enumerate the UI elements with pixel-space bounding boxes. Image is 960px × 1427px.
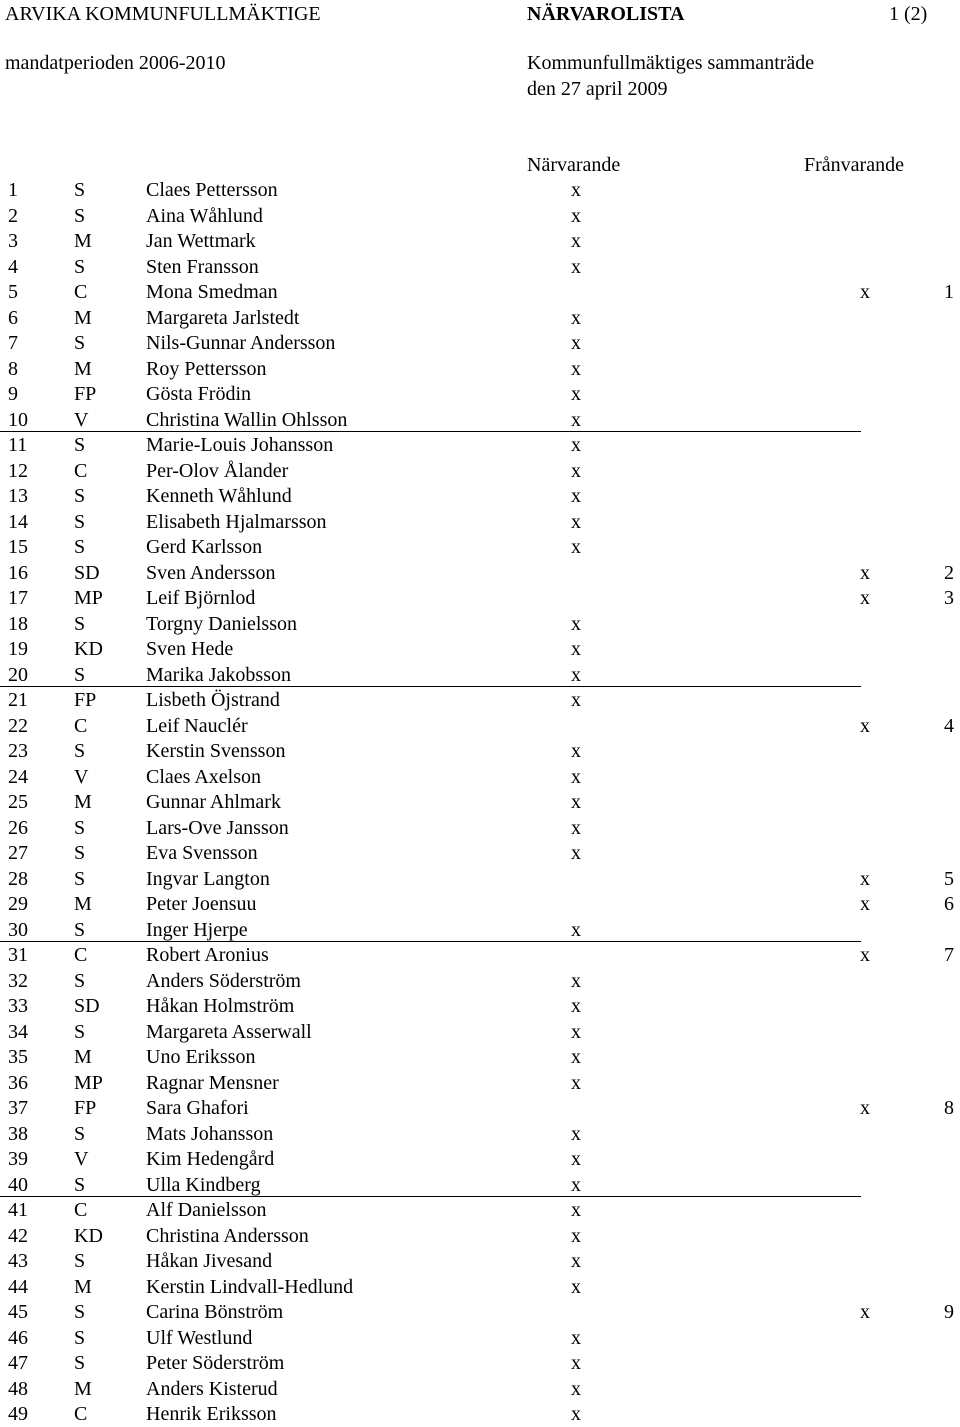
- table-row: [0, 636, 960, 662]
- table-row: [0, 840, 960, 866]
- table-row: [0, 1121, 960, 1147]
- cell-present: x: [571, 1352, 581, 1374]
- cell-present: x: [571, 1148, 581, 1170]
- cell-num: 43: [8, 1250, 28, 1272]
- cell-present: x: [571, 255, 581, 278]
- cell-absent: x: [860, 1301, 870, 1323]
- table-row: [0, 713, 960, 739]
- cell-name: Ragnar Mensner: [146, 1071, 279, 1094]
- cell-present: x: [571, 791, 581, 813]
- cell-note: 4: [944, 714, 954, 737]
- cell-party: S: [74, 918, 86, 941]
- cell-party: M: [74, 306, 92, 329]
- table-row: [0, 509, 960, 535]
- cell-num: 8: [8, 357, 18, 380]
- cell-present: x: [571, 179, 581, 201]
- present-column-header: Närvarande: [527, 154, 621, 176]
- cell-party: M: [74, 791, 92, 813]
- table-row: [0, 1197, 960, 1223]
- cell-num: 35: [8, 1046, 28, 1068]
- cell-party: S: [74, 179, 86, 201]
- table-row: [0, 1070, 960, 1096]
- table-row: [0, 1248, 960, 1274]
- cell-party: S: [74, 816, 86, 839]
- cell-present: x: [571, 510, 581, 533]
- cell-present: x: [571, 408, 581, 431]
- cell-party: S: [74, 434, 86, 456]
- cell-present: x: [571, 1275, 581, 1298]
- cell-party: SD: [74, 561, 100, 584]
- table-row: [0, 738, 960, 764]
- cell-present: x: [571, 816, 581, 839]
- cell-party: FP: [74, 689, 97, 711]
- table-row: [0, 1376, 960, 1402]
- cell-party: S: [74, 1020, 86, 1043]
- organization-title: ARVIKA KOMMUNFULLMÄKTIGE: [5, 3, 321, 25]
- cell-present: x: [571, 1122, 581, 1145]
- cell-present: x: [571, 1224, 581, 1247]
- cell-absent: x: [860, 867, 870, 890]
- cell-num: 1: [8, 179, 18, 201]
- cell-party: FP: [74, 383, 97, 405]
- cell-name: Christina Wallin Ohlsson: [146, 408, 348, 431]
- cell-num: 5: [8, 281, 18, 303]
- cell-num: 45: [8, 1301, 28, 1323]
- cell-name: Gerd Karlsson: [146, 536, 263, 558]
- table-row: [0, 1095, 960, 1121]
- table-row: [0, 662, 861, 688]
- cell-name: Kerstin Svensson: [146, 740, 286, 762]
- cell-present: x: [571, 536, 581, 558]
- cell-name: Jan Wettmark: [146, 230, 256, 252]
- cell-party: V: [74, 1148, 89, 1170]
- table-row: [0, 177, 960, 203]
- cell-absent: x: [860, 944, 870, 966]
- cell-name: Ulf Westlund: [146, 1326, 253, 1349]
- cell-party: M: [74, 893, 92, 915]
- cell-present: x: [571, 1071, 581, 1094]
- cell-name: Lisbeth Öjstrand: [146, 689, 280, 711]
- cell-name: Nils-Gunnar Andersson: [146, 332, 336, 354]
- cell-name: Marie-Louis Johansson: [146, 434, 334, 456]
- cell-name: Per-Olov Ålander: [146, 459, 289, 482]
- term-period: mandatperioden 2006-2010: [5, 52, 226, 74]
- cell-present: x: [571, 612, 581, 635]
- table-row: [0, 1223, 960, 1249]
- table-row: [0, 1146, 960, 1172]
- cell-party: S: [74, 969, 86, 992]
- cell-absent: x: [860, 1097, 870, 1119]
- cell-name: Aina Wåhlund: [146, 204, 263, 227]
- cell-party: KD: [74, 638, 103, 660]
- cell-num: 30: [8, 918, 28, 941]
- cell-present: x: [571, 1326, 581, 1349]
- table-row: [0, 1172, 861, 1198]
- table-row: [0, 1299, 960, 1325]
- cell-present: x: [571, 1046, 581, 1068]
- table-row: [0, 1401, 960, 1427]
- cell-party: SD: [74, 995, 100, 1017]
- cell-party: C: [74, 1403, 88, 1425]
- cell-name: Roy Pettersson: [146, 357, 267, 380]
- cell-present: x: [571, 918, 581, 941]
- cell-num: 47: [8, 1352, 28, 1374]
- cell-num: 7: [8, 332, 18, 354]
- cell-party: MP: [74, 587, 103, 609]
- cell-name: Gunnar Ahlmark: [146, 791, 281, 813]
- table-row: [0, 1325, 960, 1351]
- cell-num: 15: [8, 536, 28, 558]
- cell-present: x: [571, 485, 581, 507]
- cell-num: 12: [8, 459, 28, 482]
- table-row: [0, 305, 960, 331]
- table-row: [0, 483, 960, 509]
- cell-party: C: [74, 1199, 88, 1221]
- cell-num: 28: [8, 867, 28, 890]
- cell-name: Kim Hedengård: [146, 1148, 275, 1170]
- cell-party: M: [74, 1046, 92, 1068]
- cell-present: x: [571, 689, 581, 711]
- cell-present: x: [571, 969, 581, 992]
- table-row: [0, 891, 960, 917]
- cell-party: S: [74, 1173, 86, 1196]
- cell-absent: x: [860, 281, 870, 303]
- cell-party: V: [74, 765, 89, 788]
- cell-note: 7: [944, 944, 954, 966]
- cell-name: Sven Hede: [146, 638, 234, 660]
- cell-party: KD: [74, 1224, 103, 1247]
- table-row: [0, 968, 960, 994]
- cell-name: Ingvar Langton: [146, 867, 270, 890]
- table-row: [0, 432, 960, 458]
- table-row: [0, 458, 960, 484]
- cell-present: x: [571, 306, 581, 329]
- table-row: [0, 381, 960, 407]
- cell-party: M: [74, 1275, 92, 1298]
- cell-name: Leif Nauclér: [146, 714, 248, 737]
- cell-name: Peter Söderström: [146, 1352, 285, 1374]
- attendance-list: [0, 177, 960, 1427]
- cell-party: S: [74, 510, 86, 533]
- cell-party: S: [74, 1301, 86, 1323]
- cell-present: x: [571, 1020, 581, 1043]
- cell-name: Eva Svensson: [146, 842, 258, 864]
- cell-party: C: [74, 281, 88, 303]
- cell-party: S: [74, 1250, 86, 1272]
- cell-name: Margareta Asserwall: [146, 1020, 312, 1043]
- cell-present: x: [571, 663, 581, 686]
- cell-num: 46: [8, 1326, 28, 1349]
- table-row: [0, 687, 960, 713]
- cell-present: x: [571, 1403, 581, 1425]
- cell-note: 8: [944, 1097, 954, 1119]
- cell-name: Inger Hjerpe: [146, 918, 248, 941]
- table-row: [0, 279, 960, 305]
- cell-num: 34: [8, 1020, 28, 1043]
- cell-num: 42: [8, 1224, 28, 1247]
- meeting-date: den 27 april 2009: [527, 78, 668, 100]
- cell-name: Uno Eriksson: [146, 1046, 256, 1068]
- cell-party: S: [74, 536, 86, 558]
- cell-name: Ulla Kindberg: [146, 1173, 261, 1196]
- table-row: [0, 1274, 960, 1300]
- cell-absent: x: [860, 893, 870, 915]
- cell-num: 48: [8, 1377, 28, 1400]
- cell-party: S: [74, 740, 86, 762]
- table-row: [0, 228, 960, 254]
- cell-name: Carina Bönström: [146, 1301, 284, 1323]
- cell-party: S: [74, 663, 86, 686]
- cell-note: 3: [944, 587, 954, 609]
- table-row: [0, 1044, 960, 1070]
- cell-num: 2: [8, 204, 18, 227]
- cell-num: 33: [8, 995, 28, 1017]
- table-row: [0, 764, 960, 790]
- cell-party: S: [74, 255, 86, 278]
- cell-present: x: [571, 204, 581, 227]
- cell-party: C: [74, 714, 88, 737]
- cell-name: Sten Fransson: [146, 255, 259, 278]
- cell-num: 24: [8, 765, 28, 788]
- table-row: [0, 866, 960, 892]
- cell-party: S: [74, 204, 86, 227]
- cell-num: 32: [8, 969, 28, 992]
- table-row: [0, 611, 960, 637]
- table-row: [0, 560, 960, 586]
- divider-line: [806, 1196, 848, 1197]
- document-title: NÄRVAROLISTA: [527, 3, 685, 25]
- cell-num: 9: [8, 383, 18, 405]
- cell-name: Håkan Holmström: [146, 995, 295, 1017]
- cell-name: Kenneth Wåhlund: [146, 485, 292, 507]
- cell-num: 37: [8, 1097, 28, 1119]
- cell-num: 38: [8, 1122, 28, 1145]
- table-row: [0, 585, 960, 611]
- cell-num: 49: [8, 1403, 28, 1425]
- cell-party: S: [74, 1122, 86, 1145]
- cell-name: Mats Johansson: [146, 1122, 274, 1145]
- cell-present: x: [571, 842, 581, 864]
- table-row: [0, 1019, 960, 1045]
- cell-name: Anders Söderström: [146, 969, 301, 992]
- cell-num: 10: [8, 408, 28, 431]
- table-row: [0, 330, 960, 356]
- cell-num: 16: [8, 561, 28, 584]
- cell-note: 9: [944, 1301, 954, 1323]
- cell-num: 3: [8, 230, 18, 252]
- table-row: [0, 1350, 960, 1376]
- cell-present: x: [571, 1199, 581, 1221]
- cell-note: 6: [944, 893, 954, 915]
- cell-present: x: [571, 995, 581, 1017]
- cell-present: x: [571, 1250, 581, 1272]
- cell-present: x: [571, 383, 581, 405]
- cell-num: 29: [8, 893, 28, 915]
- cell-party: S: [74, 867, 86, 890]
- cell-party: S: [74, 842, 86, 864]
- cell-party: M: [74, 357, 92, 380]
- table-row: [0, 993, 960, 1019]
- cell-party: C: [74, 944, 88, 966]
- cell-present: x: [571, 740, 581, 762]
- cell-party: S: [74, 485, 86, 507]
- cell-name: Kerstin Lindvall-Hedlund: [146, 1275, 354, 1298]
- table-row: [0, 789, 960, 815]
- cell-present: x: [571, 357, 581, 380]
- cell-num: 14: [8, 510, 28, 533]
- cell-present: x: [571, 765, 581, 788]
- cell-party: S: [74, 332, 86, 354]
- table-row: [0, 203, 960, 229]
- table-row: [0, 942, 960, 968]
- cell-name: Mona Smedman: [146, 281, 278, 303]
- cell-name: Sara Ghafori: [146, 1097, 249, 1119]
- cell-num: 20: [8, 663, 28, 686]
- cell-name: Sven Andersson: [146, 561, 276, 584]
- cell-present: x: [571, 459, 581, 482]
- cell-party: S: [74, 1352, 86, 1374]
- cell-name: Håkan Jivesand: [146, 1250, 273, 1272]
- cell-name: Marika Jakobsson: [146, 663, 291, 686]
- cell-num: 31: [8, 944, 28, 966]
- cell-name: Elisabeth Hjalmarsson: [146, 510, 327, 533]
- cell-name: Gösta Frödin: [146, 383, 251, 405]
- cell-party: M: [74, 230, 92, 252]
- cell-num: 21: [8, 689, 28, 711]
- cell-name: Leif Björnlod: [146, 587, 256, 609]
- cell-present: x: [571, 638, 581, 660]
- cell-present: x: [571, 230, 581, 252]
- cell-party: V: [74, 408, 89, 431]
- cell-name: Christina Andersson: [146, 1224, 309, 1247]
- cell-note: 2: [944, 561, 954, 584]
- cell-num: 40: [8, 1173, 28, 1196]
- cell-name: Alf Danielsson: [146, 1199, 267, 1221]
- cell-num: 44: [8, 1275, 28, 1298]
- absent-column-header: Frånvarande: [804, 154, 904, 176]
- cell-num: 6: [8, 306, 18, 329]
- table-row: [0, 534, 960, 560]
- cell-party: FP: [74, 1097, 97, 1119]
- cell-name: Anders Kisterud: [146, 1377, 278, 1400]
- cell-name: Peter Joensuu: [146, 893, 257, 915]
- cell-num: 39: [8, 1148, 28, 1170]
- cell-num: 13: [8, 485, 28, 507]
- cell-name: Torgny Danielsson: [146, 612, 297, 635]
- cell-party: C: [74, 459, 88, 482]
- cell-party: S: [74, 612, 86, 635]
- cell-name: Lars-Ove Jansson: [146, 816, 289, 839]
- cell-num: 17: [8, 587, 28, 609]
- cell-name: Robert Aronius: [146, 944, 269, 966]
- cell-absent: x: [860, 561, 870, 584]
- cell-name: Henrik Eriksson: [146, 1403, 277, 1425]
- cell-absent: x: [860, 714, 870, 737]
- cell-note: 1: [944, 281, 954, 303]
- cell-num: 26: [8, 816, 28, 839]
- cell-present: x: [571, 1377, 581, 1400]
- page-number: 1 (2): [889, 3, 928, 25]
- cell-num: 22: [8, 714, 28, 737]
- cell-num: 23: [8, 740, 28, 762]
- cell-num: 27: [8, 842, 28, 864]
- cell-num: 11: [8, 434, 28, 456]
- cell-num: 18: [8, 612, 28, 635]
- cell-present: x: [571, 332, 581, 354]
- cell-num: 41: [8, 1199, 28, 1221]
- cell-num: 4: [8, 255, 18, 278]
- cell-name: Margareta Jarlstedt: [146, 306, 300, 329]
- cell-name: Claes Axelson: [146, 765, 261, 788]
- cell-present: x: [571, 434, 581, 456]
- table-row: [0, 356, 960, 382]
- meeting-name: Kommunfullmäktiges sammanträde: [527, 52, 815, 74]
- table-row: [0, 254, 960, 280]
- cell-party: M: [74, 1377, 92, 1400]
- cell-note: 5: [944, 867, 954, 890]
- cell-absent: x: [860, 587, 870, 609]
- cell-num: 36: [8, 1071, 28, 1094]
- table-row: [0, 917, 861, 943]
- table-row: [0, 815, 960, 841]
- cell-num: 19: [8, 638, 28, 660]
- cell-present: x: [571, 1173, 581, 1196]
- cell-num: 25: [8, 791, 28, 813]
- cell-party: MP: [74, 1071, 103, 1094]
- cell-name: Claes Pettersson: [146, 179, 278, 201]
- table-row: [0, 407, 861, 433]
- cell-party: S: [74, 1326, 86, 1349]
